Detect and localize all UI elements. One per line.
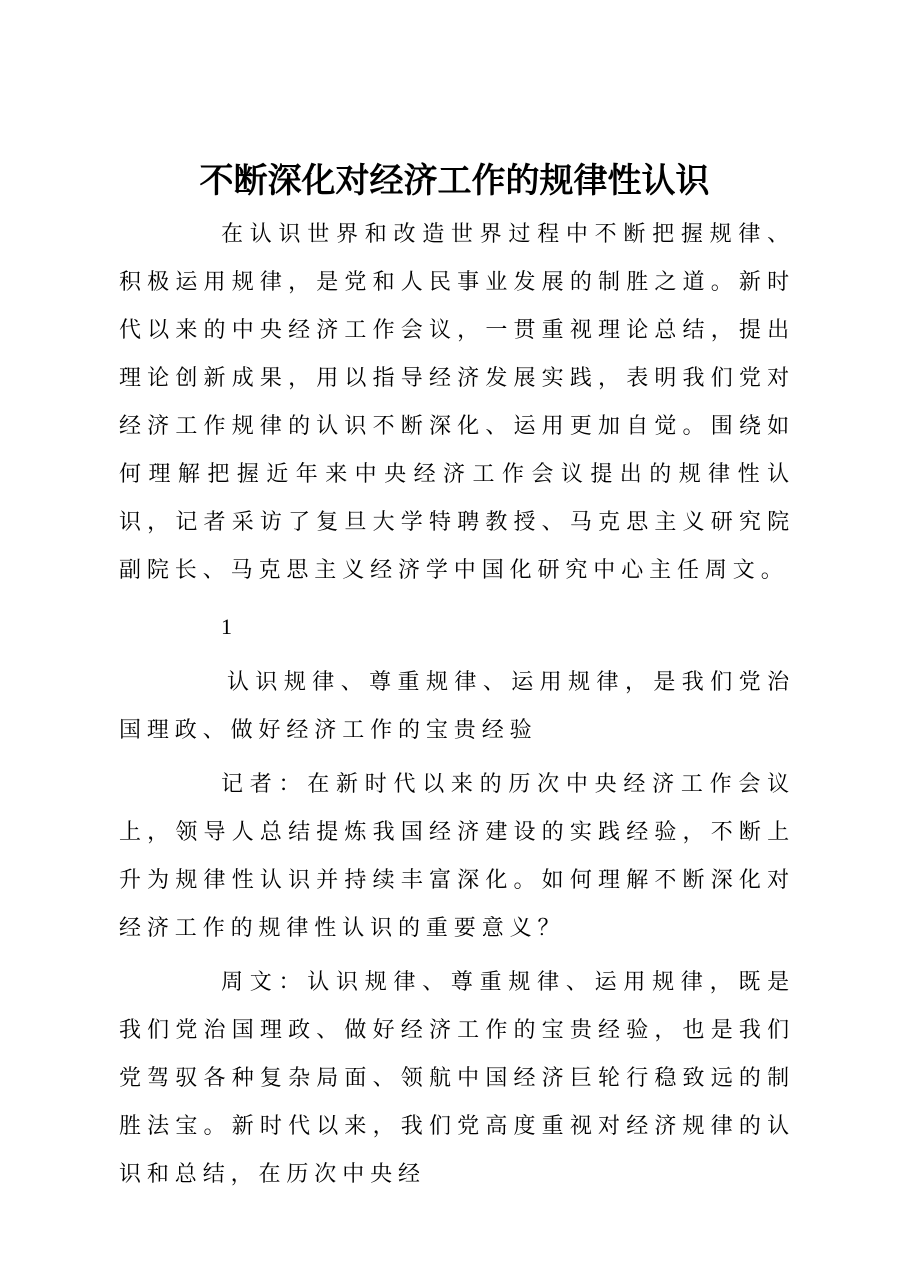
intro-paragraph: 在认识世界和改造世界过程中不断把握规律、积极运用规律，是党和人民事业发展的制胜之道。新时代以来的中央经济工作会议，一贯重视理论总结，提出理论创新成果，用以指导经济发展实践，表明我们党对经济工作规律的认识不断深化、运用更加自觉。围绕如何理解把握近年来中央经济工作会议提出的规律性认识，记者采访了复旦大学特聘教授、马克思主义研究院副院长、马克思主义经济学中国化研究中心主任周文。 xyxy=(119,222,795,583)
section-heading: 认识规律、尊重规律、运用规律，是我们党治国理政、做好经济工作的宝贵经验 xyxy=(119,670,795,743)
document-title: 不断深化对经济工作的规律性认识 xyxy=(199,161,710,201)
answer-paragraph: 周文：认识规律、尊重规律、运用规律，既是我们党治国理政、做好经济工作的宝贵经验，也是我们党驾驭各种复杂局面、领航中国经济巨轮行稳致远的制胜法宝。新时代以来，我们党高度重视对经济规律的认识和总结，在历次中央经 xyxy=(119,970,795,1187)
document-body xyxy=(119,211,795,1199)
question-paragraph: 记者：在新时代以来的历次中央经济工作会议上，领导人总结提炼我国经济建设的实践经验，不断上升为规律性认识并持续丰富深化。如何理解不断深化对经济工作的规律性认识的重要意义？ xyxy=(119,772,795,941)
section-number: 1 xyxy=(221,614,238,639)
